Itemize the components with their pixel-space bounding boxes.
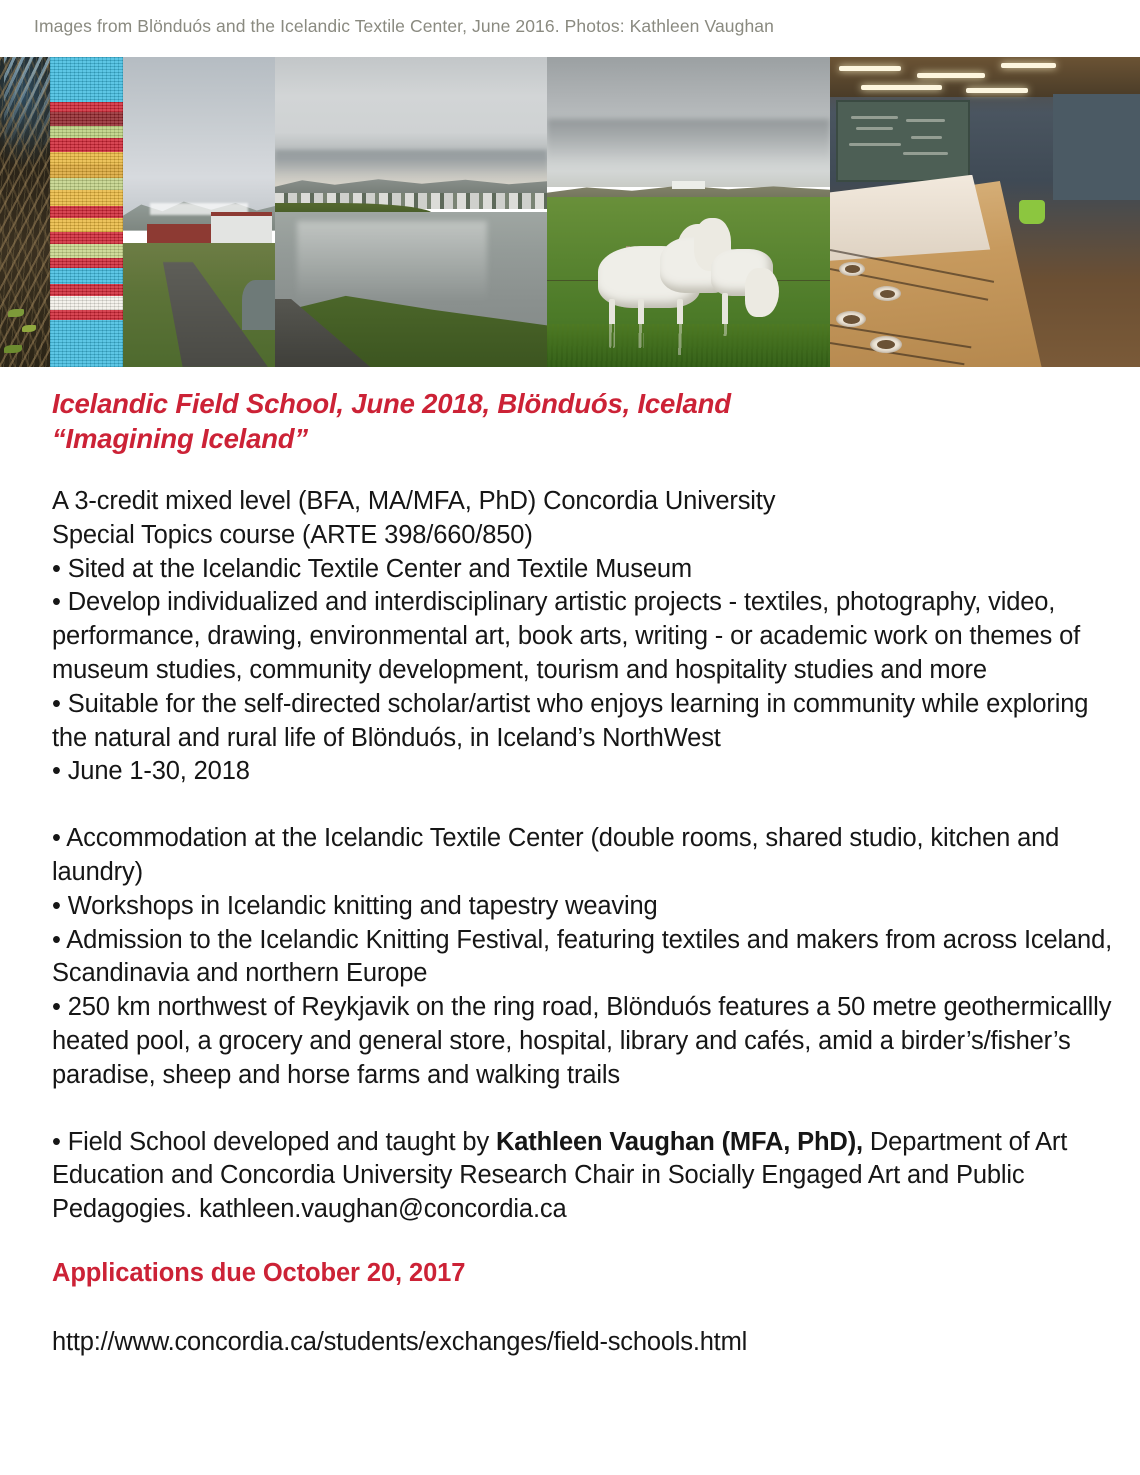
right-wall bbox=[1053, 94, 1140, 199]
paragraph-spacer bbox=[52, 789, 1114, 822]
bullet-workshops: • Workshops in Icelandic knitting and tapestry weaving bbox=[52, 891, 658, 920]
bullet-dates: • June 1-30, 2018 bbox=[52, 757, 250, 786]
chalkboard bbox=[836, 100, 970, 182]
ceiling-light bbox=[839, 66, 901, 71]
bullet-accommodation: • Accommodation at the Icelandic Textile Center (double rooms, shared studio, kitchen and laundry) bbox=[52, 824, 1060, 886]
leaf-shape bbox=[4, 345, 22, 353]
bullet-suitable-for: • Suitable for the self-directed scholar/artist who enjoys learning in community while exploring the natural and rural life of Blönduós, in Iceland’s NorthWest bbox=[52, 689, 1089, 752]
field-schools-url[interactable]: http://www.concordia.ca/students/exchanges/field-schools.html bbox=[52, 1327, 748, 1356]
photo-strip bbox=[0, 57, 1140, 367]
title-line-2: “Imagining Iceland” bbox=[52, 423, 308, 454]
overcast-sky bbox=[123, 57, 275, 218]
ceiling-light bbox=[861, 85, 942, 90]
knit-stitch-texture bbox=[50, 57, 123, 367]
title-line-1: Icelandic Field School, June 2018, Blönduós, Iceland bbox=[52, 388, 731, 419]
photo-credit-line: Images from Blönduós and the Icelandic Textile Center, June 2016. Photos: Kathleen Vaughan bbox=[34, 16, 774, 36]
knitted-pole bbox=[50, 57, 123, 367]
bullet-knitting-festival: • Admission to the Icelandic Knitting Festival, featuring textiles and makers from across Iceland, Scandinavia and northern Europe bbox=[52, 925, 1113, 988]
cloud-layer bbox=[547, 119, 830, 162]
bullet-develop-projects: • Develop individualized and interdisciplinary artistic projects - textiles, photography, video, performance, drawing, environmental art, book arts, writing - or academic work on themes of museum studies, community development, tourism and hospitality studies and more bbox=[52, 588, 1081, 684]
poster-description bbox=[52, 485, 1114, 1227]
poster-body bbox=[52, 386, 1114, 1359]
green-mug bbox=[1019, 200, 1045, 224]
ceiling-light bbox=[1001, 63, 1057, 68]
photo-yarn-bombed-pole bbox=[0, 57, 123, 367]
bullet-location-amenities: • 250 km northwest of Reykjavik on the ring road, Blönduós features a 50 metre geothermicallly heated pool, a grocery and general store, hospital, library and cafés, amid a birder’s/fisher’s paradise, sheep and horse farms and walking trails bbox=[52, 993, 1112, 1089]
leaf-shape bbox=[8, 309, 24, 317]
leaf-shape bbox=[22, 325, 36, 332]
photo-icelandic-horses bbox=[547, 57, 830, 367]
poster-title bbox=[52, 386, 1114, 456]
photo-calm-lake bbox=[275, 57, 547, 367]
intro-line-2: Special Topics course (ARTE 398/660/850) bbox=[52, 520, 533, 549]
sky-through-branches bbox=[4, 57, 56, 145]
bullet-sited: • Sited at the Icelandic Textile Center and Textile Museum bbox=[52, 554, 692, 583]
photo-gravel-path-town bbox=[123, 57, 275, 367]
ceiling-light bbox=[917, 73, 985, 78]
water-reflection bbox=[297, 221, 487, 302]
foreground-grass bbox=[547, 324, 830, 367]
cloud-band bbox=[275, 150, 547, 175]
river-edge bbox=[242, 280, 275, 330]
photo-textile-workshop bbox=[830, 57, 1140, 367]
ceiling-light bbox=[966, 88, 1028, 93]
application-deadline: Applications due October 20, 2017 bbox=[52, 1258, 466, 1287]
white-shed bbox=[672, 181, 706, 189]
paragraph-spacer bbox=[52, 1093, 1114, 1126]
bullet-instructor bbox=[52, 1126, 1114, 1227]
instructor-lead-text: • Field School developed and taught by bbox=[52, 1127, 496, 1156]
intro-line-1: A 3-credit mixed level (BFA, MA/MFA, PhD) Concordia University bbox=[52, 487, 776, 515]
sample-dish bbox=[839, 262, 865, 276]
instructor-affiliation-text: Department of Art Education and Concordia University Research Chair in Socially Engaged Art and Public Pedagogies. kathleen.vaughan@concordia.ca bbox=[52, 1127, 1068, 1224]
instructor-name: Kathleen Vaughan (MFA, PhD), bbox=[495, 1127, 863, 1156]
